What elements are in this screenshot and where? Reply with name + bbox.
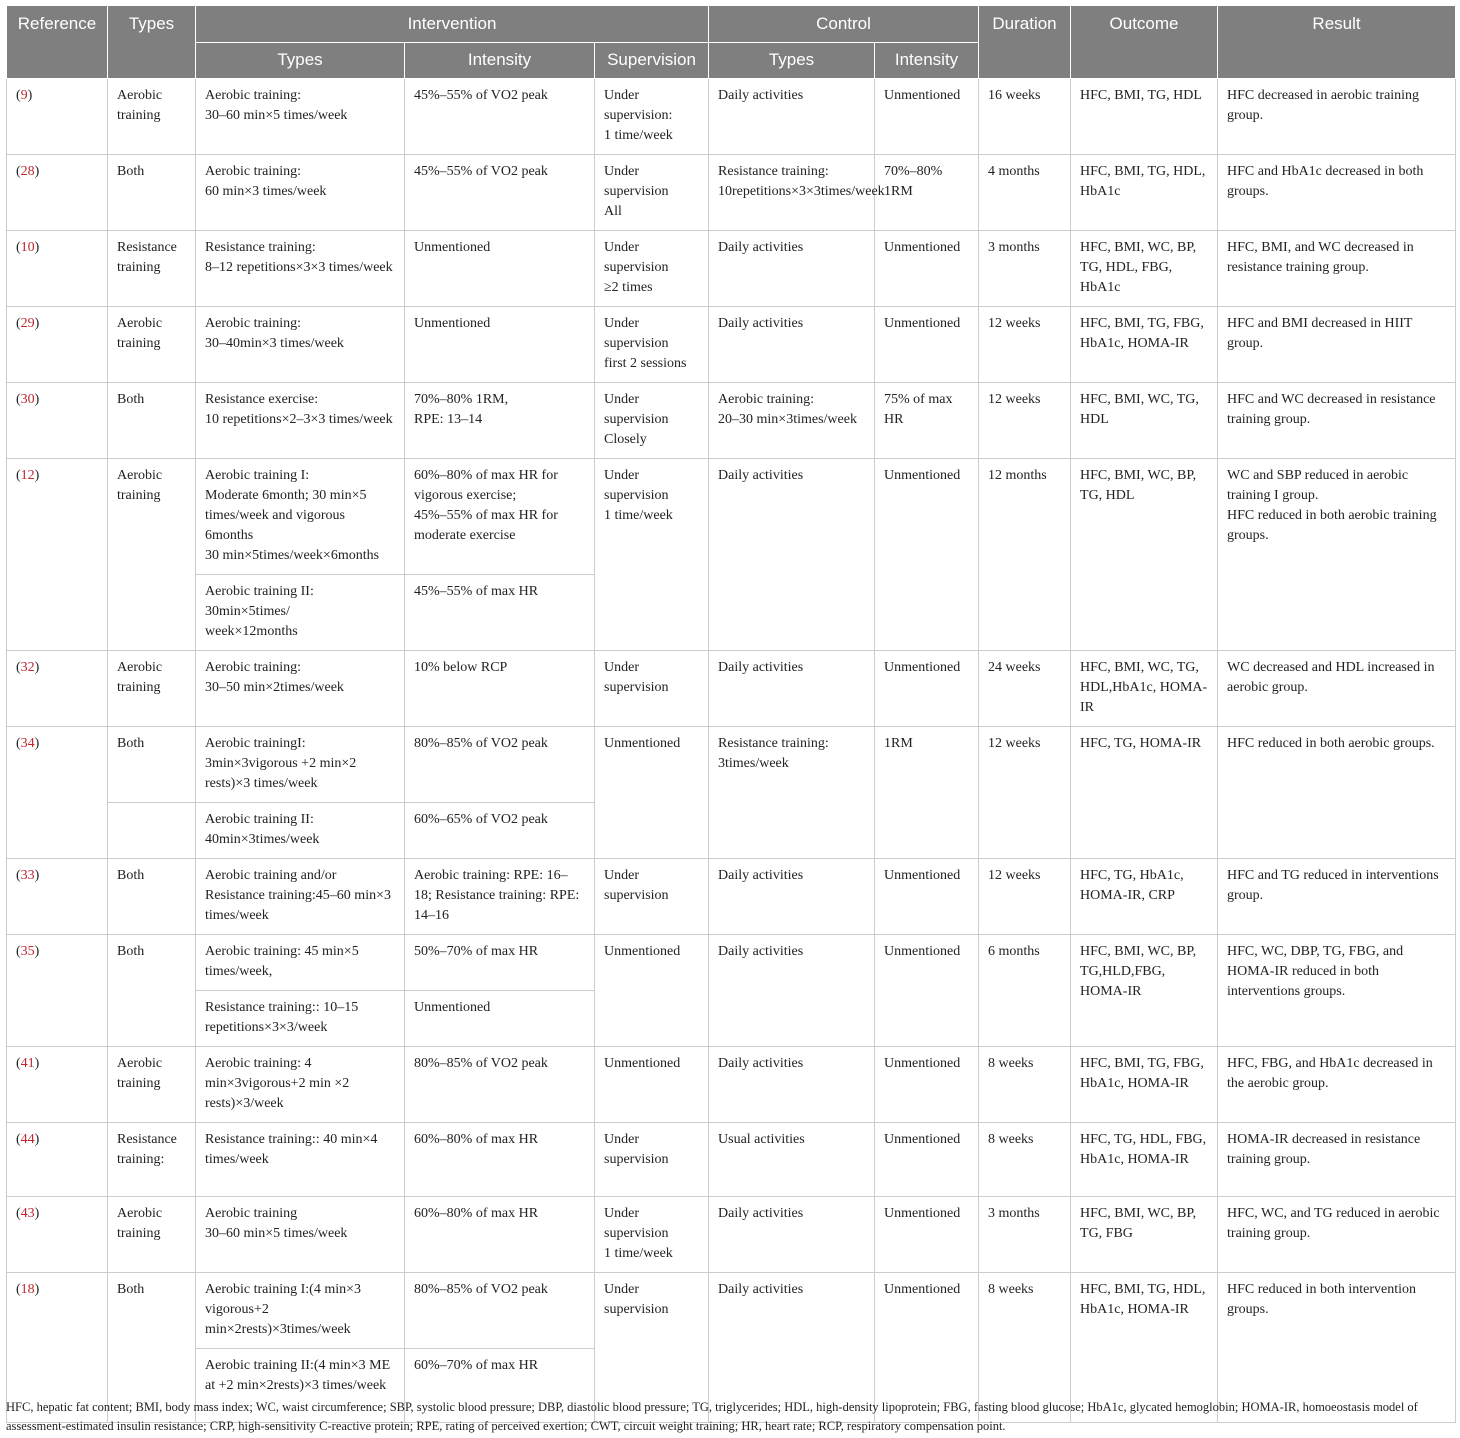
reference-link[interactable]: 34 [20, 736, 35, 751]
intervention-type-cell: Resistance training:: 40 min×4 times/week [196, 1123, 405, 1197]
intervention-intensity-cell: 60%–80% of max HR [405, 1123, 595, 1197]
intervention-intensity-cell: Aerobic training: RPE: 16–18; Resistance training: RPE: 14–16 [405, 859, 595, 935]
reference-link[interactable]: 29 [20, 316, 35, 331]
control-type-cell: Daily activities [709, 1047, 875, 1123]
control-type-cell: Daily activities [709, 231, 875, 307]
header-intervention-types: Types [196, 43, 405, 79]
duration-cell: 12 weeks [979, 859, 1071, 935]
supervision-cell: Under supervision: 1 time/week [595, 79, 709, 155]
header-row-1 [7, 6, 1456, 43]
intervention-type-cell: Resistance training: 8–12 repetitions×3×3 times/week [196, 231, 405, 307]
supervision-cell: Under supervision [595, 1273, 709, 1423]
result-cell: HFC, BMI, and WC decreased in resistance training group. [1218, 231, 1456, 307]
intervention-type-cell: Aerobic training I:(4 min×3 vigorous+2 min×2rests)×3times/week [196, 1273, 405, 1349]
control-type-cell: Resistance training: 3times/week [709, 727, 875, 859]
intervention-type-cell: Aerobic training I: Moderate 6month; 30 min×5 times/week and vigorous 6months 30 min×5times/week×6months [196, 459, 405, 575]
intervention-type-cell: Aerobic training: 4 min×3vigorous+2 min ×2 rests)×3/week [196, 1047, 405, 1123]
type-cell: Aerobic training [108, 307, 196, 383]
reference-cell: (12) [7, 459, 108, 651]
outcome-cell: HFC, BMI, WC, BP, TG, FBG [1071, 1197, 1218, 1273]
result-cell: HFC, WC, and TG reduced in aerobic training group. [1218, 1197, 1456, 1273]
type-cell: Both [108, 1273, 196, 1423]
reference-link[interactable]: 18 [20, 1282, 35, 1297]
duration-cell: 12 weeks [979, 383, 1071, 459]
duration-cell: 3 months [979, 231, 1071, 307]
control-type-cell: Aerobic training: 20–30 min×3times/week [709, 383, 875, 459]
intervention-type-cell: Aerobic training 30–60 min×5 times/week [196, 1197, 405, 1273]
intervention-type-cell: Aerobic training: 30–40min×3 times/week [196, 307, 405, 383]
outcome-cell: HFC, TG, HOMA-IR [1071, 727, 1218, 859]
supervision-cell: Unmentioned [595, 727, 709, 859]
outcome-cell: HFC, BMI, WC, TG, HDL [1071, 383, 1218, 459]
result-cell: HFC and BMI decreased in HIIT group. [1218, 307, 1456, 383]
intervention-intensity-cell: 45%–55% of max HR [405, 575, 595, 651]
reference-cell: (43) [7, 1197, 108, 1273]
supervision-cell: Under supervision [595, 1123, 709, 1197]
result-cell: HFC, WC, DBP, TG, FBG, and HOMA-IR reduced in both interventions groups. [1218, 935, 1456, 1047]
control-type-cell: Daily activities [709, 79, 875, 155]
intervention-intensity-cell: 10% below RCP [405, 651, 595, 727]
result-cell: HFC, FBG, and HbA1c decreased in the aerobic group. [1218, 1047, 1456, 1123]
table-row [7, 935, 1456, 991]
intervention-intensity-cell: Unmentioned [405, 231, 595, 307]
result-cell: HFC and WC decreased in resistance training group. [1218, 383, 1456, 459]
control-intensity-cell: 1RM [875, 727, 979, 859]
reference-link[interactable]: 10 [20, 240, 35, 255]
supervision-cell: Unmentioned [595, 935, 709, 1047]
outcome-cell: HFC, BMI, WC, TG, HDL,HbA1c, HOMA-IR [1071, 651, 1218, 727]
reference-cell: (32) [7, 651, 108, 727]
duration-cell: 8 weeks [979, 1047, 1071, 1123]
control-intensity-cell: Unmentioned [875, 859, 979, 935]
reference-link[interactable]: 41 [20, 1056, 35, 1071]
table-row [7, 383, 1456, 459]
intervention-type-cell: Aerobic training: 60 min×3 times/week [196, 155, 405, 231]
type-cell: Both [108, 859, 196, 935]
intervention-type-cell: Aerobic training II:(4 min×3 ME at +2 min×2rests)×3 times/week [196, 1349, 405, 1423]
supervision-cell: Under supervision ≥2 times [595, 231, 709, 307]
type-cell-empty [108, 803, 196, 859]
header-reference: Reference [7, 6, 108, 79]
reference-cell: (29) [7, 307, 108, 383]
intervention-intensity-cell: 60%–80% of max HR for vigorous exercise; 45%–55% of max HR for moderate exercise [405, 459, 595, 575]
control-intensity-cell: Unmentioned [875, 231, 979, 307]
reference-cell: (10) [7, 231, 108, 307]
table-row [7, 1273, 1456, 1349]
result-cell: HFC reduced in both intervention groups. [1218, 1273, 1456, 1423]
result-cell: HFC decreased in aerobic training group. [1218, 79, 1456, 155]
reference-link[interactable]: 12 [20, 468, 35, 483]
header-outcome: Outcome [1071, 6, 1218, 79]
type-cell: Resistance training: [108, 1123, 196, 1197]
header-control: Control [709, 6, 979, 43]
reference-cell: (35) [7, 935, 108, 1047]
result-cell: HFC reduced in both aerobic groups. [1218, 727, 1456, 859]
reference-cell: (34) [7, 727, 108, 859]
result-cell: WC and SBP reduced in aerobic training I group. HFC reduced in both aerobic training groups. [1218, 459, 1456, 651]
supervision-cell: Under supervision Closely [595, 383, 709, 459]
control-intensity-cell: 70%–80% 1RM [875, 155, 979, 231]
header-intervention-intensity: Intensity [405, 43, 595, 79]
type-cell: Both [108, 383, 196, 459]
duration-cell: 24 weeks [979, 651, 1071, 727]
reference-link[interactable]: 43 [20, 1206, 35, 1221]
table-row [7, 459, 1456, 575]
control-intensity-cell: Unmentioned [875, 79, 979, 155]
header-control-intensity: Intensity [875, 43, 979, 79]
intervention-intensity-cell: 80%–85% of VO2 peak [405, 1273, 595, 1349]
duration-cell: 6 months [979, 935, 1071, 1047]
type-cell: Aerobic training [108, 1047, 196, 1123]
reference-cell: (28) [7, 155, 108, 231]
reference-cell: (41) [7, 1047, 108, 1123]
study-table [6, 5, 1456, 1423]
table-wrapper [6, 5, 1455, 1423]
intervention-intensity-cell: Unmentioned [405, 991, 595, 1047]
intervention-intensity-cell: Unmentioned [405, 307, 595, 383]
reference-cell: (9) [7, 79, 108, 155]
intervention-intensity-cell: 45%–55% of VO2 peak [405, 79, 595, 155]
control-intensity-cell: Unmentioned [875, 651, 979, 727]
table-row [7, 1197, 1456, 1273]
reference-link[interactable]: 33 [20, 868, 35, 883]
type-cell: Aerobic training [108, 1197, 196, 1273]
table-row [7, 307, 1456, 383]
control-intensity-cell: Unmentioned [875, 935, 979, 1047]
intervention-type-cell: Aerobic training: 45 min×5 times/week, [196, 935, 405, 991]
type-cell: Aerobic training [108, 79, 196, 155]
type-cell: Resistance training [108, 231, 196, 307]
header-duration: Duration [979, 6, 1071, 79]
control-type-cell: Daily activities [709, 859, 875, 935]
intervention-type-cell: Resistance exercise: 10 repetitions×2–3×3 times/week [196, 383, 405, 459]
control-type-cell: Daily activities [709, 1197, 875, 1273]
intervention-type-cell: Aerobic training II: 40min×3times/week [196, 803, 405, 859]
outcome-cell: HFC, BMI, WC, BP, TG, HDL, FBG, HbA1c [1071, 231, 1218, 307]
control-type-cell: Daily activities [709, 935, 875, 1047]
outcome-cell: HFC, BMI, TG, FBG, HbA1c, HOMA-IR [1071, 1047, 1218, 1123]
result-cell: HFC and HbA1c decreased in both groups. [1218, 155, 1456, 231]
table-row [7, 651, 1456, 727]
header-types: Types [108, 6, 196, 79]
supervision-cell: Under supervision All [595, 155, 709, 231]
type-cell: Both [108, 155, 196, 231]
control-type-cell: Daily activities [709, 651, 875, 727]
result-cell: WC decreased and HDL increased in aerobic group. [1218, 651, 1456, 727]
supervision-cell: Unmentioned [595, 1047, 709, 1123]
table-row [7, 79, 1456, 155]
table-row [7, 155, 1456, 231]
table-row [7, 727, 1456, 803]
outcome-cell: HFC, BMI, WC, BP, TG, HDL [1071, 459, 1218, 651]
duration-cell: 3 months [979, 1197, 1071, 1273]
control-intensity-cell: Unmentioned [875, 1197, 979, 1273]
outcome-cell: HFC, BMI, TG, HDL [1071, 79, 1218, 155]
reference-cell: (44) [7, 1123, 108, 1197]
duration-cell: 16 weeks [979, 79, 1071, 155]
control-type-cell: Daily activities [709, 459, 875, 651]
intervention-intensity-cell: 60%–65% of VO2 peak [405, 803, 595, 859]
reference-link[interactable]: 32 [20, 660, 35, 675]
supervision-cell: Under supervision first 2 sessions [595, 307, 709, 383]
reference-cell: (18) [7, 1273, 108, 1423]
header-intervention-supervision: Supervision [595, 43, 709, 79]
control-intensity-cell: 75% of max HR [875, 383, 979, 459]
supervision-cell: Under supervision [595, 859, 709, 935]
intervention-type-cell: Aerobic training and/or Resistance training:45–60 min×3 times/week [196, 859, 405, 935]
intervention-intensity-cell: 80%–85% of VO2 peak [405, 727, 595, 803]
header-intervention: Intervention [196, 6, 709, 43]
table-footnote: HFC, hepatic fat content; BMI, body mass index; WC, waist circumference; SBP, systolic blood pressure; DBP, diastolic blood pressure; TG, triglycerides; HDL, high-density lipoprotein; FBG, fasting blood glucose; HbA1c, glycated hemoglobin; HOMA-IR, homoeostasis model of assessment-estimated insulin resistance; CRP, high-sensitivity C-reactive protein; RPE, rating of perceived exertion; CWT, circuit weight training; HR, heart rate; RCP, respiratory compensation point. [6, 1400, 1418, 1433]
control-intensity-cell: Unmentioned [875, 1273, 979, 1423]
duration-cell: 12 months [979, 459, 1071, 651]
type-cell: Both [108, 935, 196, 1047]
header-control-types: Types [709, 43, 875, 79]
control-intensity-cell: Unmentioned [875, 1047, 979, 1123]
outcome-cell: HFC, TG, HbA1c, HOMA-IR, CRP [1071, 859, 1218, 935]
result-cell: HOMA-IR decreased in resistance training group. [1218, 1123, 1456, 1197]
intervention-intensity-cell: 45%–55% of VO2 peak [405, 155, 595, 231]
supervision-cell: Under supervision [595, 651, 709, 727]
duration-cell: 4 months [979, 155, 1071, 231]
reference-link[interactable]: 9 [20, 88, 28, 103]
reference-cell: (33) [7, 859, 108, 935]
control-type-cell: Daily activities [709, 1273, 875, 1423]
control-intensity-cell: Unmentioned [875, 1123, 979, 1197]
reference-link[interactable]: 44 [20, 1132, 35, 1147]
control-intensity-cell: Unmentioned [875, 307, 979, 383]
type-cell: Aerobic training [108, 651, 196, 727]
outcome-cell: HFC, BMI, TG, FBG, HbA1c, HOMA-IR [1071, 307, 1218, 383]
table-row [7, 231, 1456, 307]
intervention-intensity-cell: 50%–70% of max HR [405, 935, 595, 991]
duration-cell: 8 weeks [979, 1273, 1071, 1423]
duration-cell: 8 weeks [979, 1123, 1071, 1197]
intervention-type-cell: Aerobic training: 30–50 min×2times/week [196, 651, 405, 727]
intervention-type-cell: Aerobic training II: 30min×5times/ week×12months [196, 575, 405, 651]
result-cell: HFC and TG reduced in interventions group. [1218, 859, 1456, 935]
intervention-intensity-cell: 70%–80% 1RM, RPE: 13–14 [405, 383, 595, 459]
outcome-cell: HFC, BMI, TG, HDL, HbA1c [1071, 155, 1218, 231]
table-row [7, 859, 1456, 935]
duration-cell: 12 weeks [979, 307, 1071, 383]
intervention-type-cell: Aerobic trainingI: 3min×3vigorous +2 min×2 rests)×3 times/week [196, 727, 405, 803]
header-result: Result [1218, 6, 1456, 79]
type-cell: Both [108, 727, 196, 803]
table-row [7, 1123, 1456, 1197]
reference-link[interactable]: 30 [20, 392, 35, 407]
intervention-intensity-cell: 80%–85% of VO2 peak [405, 1047, 595, 1123]
table-row [7, 1047, 1456, 1123]
control-type-cell: Usual activities [709, 1123, 875, 1197]
reference-cell: (30) [7, 383, 108, 459]
outcome-cell: HFC, BMI, WC, BP, TG,HLD,FBG, HOMA-IR [1071, 935, 1218, 1047]
reference-link[interactable]: 28 [20, 164, 35, 179]
intervention-type-cell: Resistance training:: 10–15 repetitions×3×3/week [196, 991, 405, 1047]
intervention-intensity-cell: 60%–70% of max HR [405, 1349, 595, 1423]
supervision-cell: Under supervision 1 time/week [595, 1197, 709, 1273]
reference-link[interactable]: 35 [20, 944, 35, 959]
intervention-type-cell: Aerobic training: 30–60 min×5 times/week [196, 79, 405, 155]
outcome-cell: HFC, BMI, TG, HDL, HbA1c, HOMA-IR [1071, 1273, 1218, 1423]
type-cell: Aerobic training [108, 459, 196, 651]
duration-cell: 12 weeks [979, 727, 1071, 859]
table-body [7, 79, 1456, 1423]
control-intensity-cell: Unmentioned [875, 459, 979, 651]
intervention-intensity-cell: 60%–80% of max HR [405, 1197, 595, 1273]
supervision-cell: Under supervision 1 time/week [595, 459, 709, 651]
outcome-cell: HFC, TG, HDL, FBG, HbA1c, HOMA-IR [1071, 1123, 1218, 1197]
control-type-cell: Resistance training: 10repetitions×3×3times/week [709, 155, 875, 231]
control-type-cell: Daily activities [709, 307, 875, 383]
